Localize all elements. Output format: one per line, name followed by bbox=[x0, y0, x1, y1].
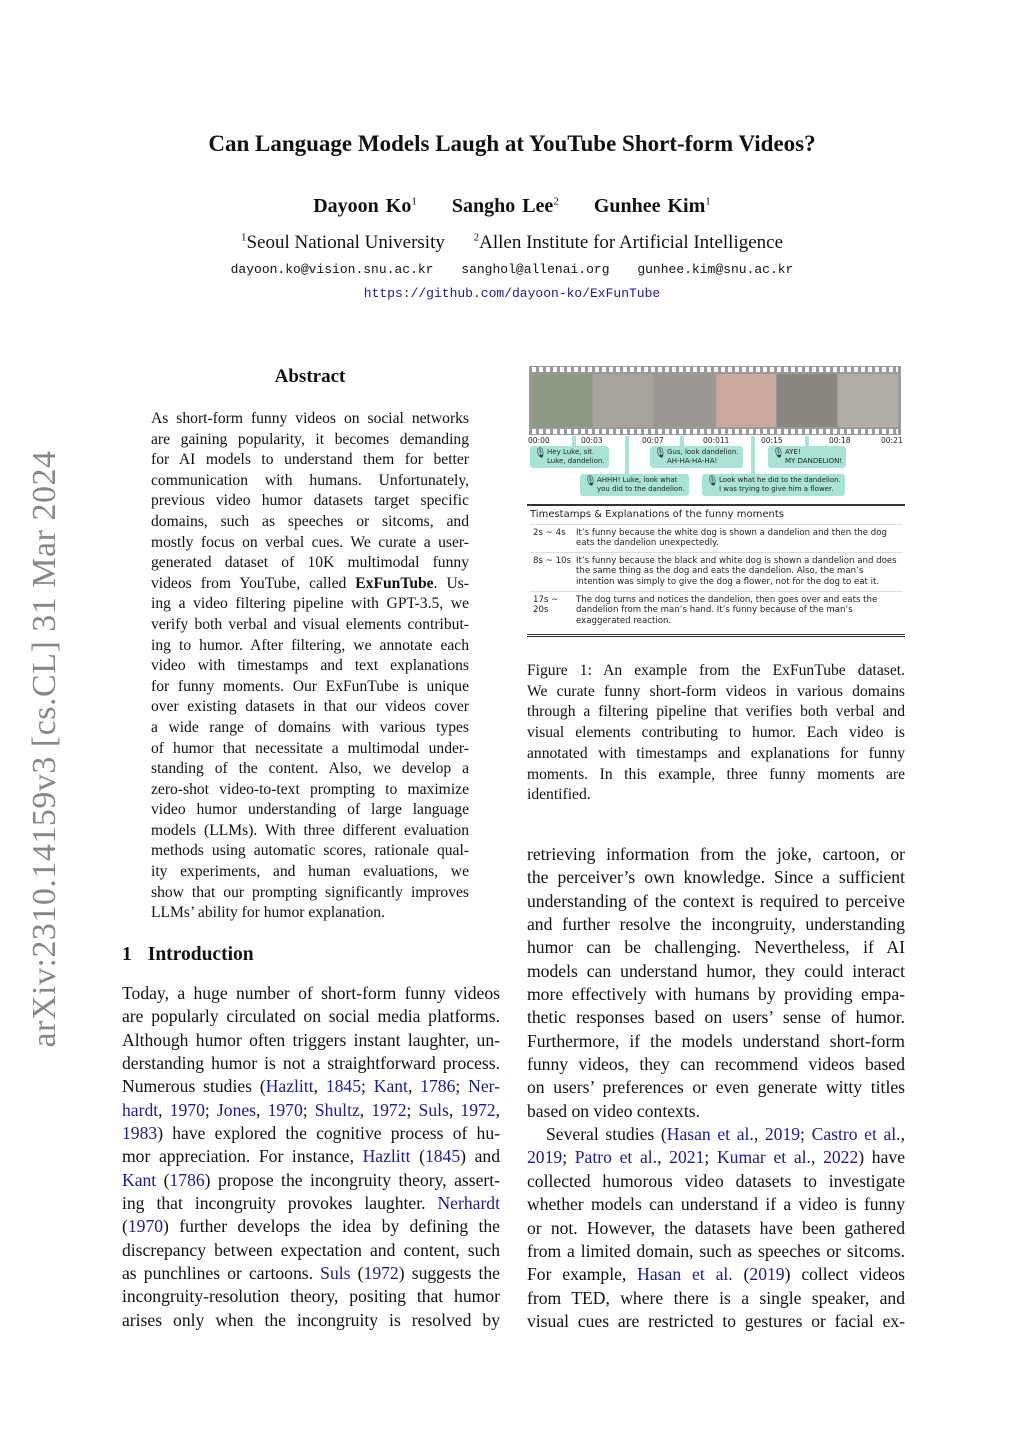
author: Sangho Lee$^2$ bbox=[451, 195, 559, 217]
timestamp-label: 00:00 bbox=[528, 436, 550, 445]
text-span: ; bbox=[406, 1099, 419, 1120]
citation-link[interactable]: 1972 bbox=[371, 1099, 407, 1120]
text-line: over existing datasets in that our videos cover bbox=[151, 698, 469, 716]
utterance-bubble: 🎙 Gus, look dandelion. AH-HA-HA-HA! bbox=[650, 446, 743, 468]
text-line: annotated with timestamps and explanations for funny bbox=[527, 744, 905, 762]
text-line: and further resolve the incongruity, understanding bbox=[527, 914, 905, 935]
text-line: for AI models to understand them for better bbox=[151, 451, 469, 469]
utterance-bubble: 🎙 Hey Luke, sit. Luke, dandelion. bbox=[530, 446, 609, 468]
text-span: ; bbox=[800, 1124, 812, 1145]
text-line: show that our prompting significantly improves bbox=[151, 883, 469, 901]
text-span: , bbox=[448, 1099, 461, 1120]
text-span: , bbox=[359, 1099, 372, 1120]
text-line: whether models can understand if a video is funny bbox=[527, 1194, 905, 1215]
citation-link[interactable]: 2019 bbox=[764, 1124, 801, 1145]
text-line: from a limited domain, such as speeches or sitcoms. bbox=[527, 1240, 905, 1261]
citation-link[interactable]: Hasan et al. bbox=[666, 1124, 754, 1145]
text-line bbox=[527, 1263, 905, 1286]
text-span: , bbox=[753, 1124, 765, 1145]
text-line: understanding of the context is required to perceive bbox=[527, 890, 905, 911]
text-span: ing that incongruity provokes laughter. bbox=[122, 1193, 438, 1214]
citation-link[interactable]: 1972 bbox=[363, 1263, 399, 1284]
text-line: domains, such as speeches or sitcoms, and bbox=[151, 512, 469, 530]
author: Dayoon Ko$^1$ bbox=[313, 195, 417, 217]
text-span: , bbox=[407, 1076, 421, 1097]
table-header: Timestamps & Explanations of the funny moments bbox=[530, 509, 784, 520]
text-span: , bbox=[495, 1099, 500, 1120]
affiliation: $^2$Allen Institute for Artificial Intelligence bbox=[473, 232, 784, 254]
email[interactable]: gunhee.kim@snu.ac.kr bbox=[637, 262, 794, 277]
citation-link[interactable]: Kant bbox=[122, 1169, 157, 1190]
text-span: ; bbox=[562, 1147, 575, 1168]
text-line: previous video humor datasets target specific bbox=[151, 492, 469, 510]
video-frame bbox=[716, 374, 776, 427]
text-line bbox=[122, 1122, 500, 1145]
timestamp-label: 00:15 bbox=[761, 436, 783, 445]
text-span: ) have bbox=[858, 1147, 906, 1168]
text-line: on users’ preferences or even generate witty titles bbox=[527, 1077, 905, 1098]
text-span: ) propose the incongruity theory, assert- bbox=[204, 1169, 501, 1190]
text-span: ) further develops the idea by defining the bbox=[163, 1216, 500, 1237]
text-line: are gaining popularity, it becomes demanding bbox=[151, 430, 469, 448]
text-line: are popularly circulated on social media platforms. bbox=[122, 1006, 500, 1027]
text-line: ing to humor. After filtering, we annotate each bbox=[151, 636, 469, 654]
text-line bbox=[527, 1123, 905, 1146]
timestamp-label: 00:21 bbox=[881, 436, 903, 445]
citation-link[interactable]: Patro et al. bbox=[574, 1147, 658, 1168]
section-heading: 1 Introduction bbox=[122, 944, 254, 965]
text-line: Figure 1: An example from the ExFunTube dataset. bbox=[527, 662, 905, 679]
text-line: or not. However, the datasets have been gathered bbox=[527, 1217, 905, 1238]
text-span: ) and bbox=[460, 1146, 500, 1167]
text-span: , bbox=[256, 1099, 268, 1120]
citation-link[interactable]: 1970 bbox=[127, 1216, 164, 1237]
text-line bbox=[151, 574, 469, 595]
text-line: Although humor often triggers instant laughter, un- bbox=[122, 1029, 500, 1050]
emails bbox=[0, 262, 1024, 277]
timestamp-label: 00:03 bbox=[581, 436, 603, 445]
explanation-table bbox=[527, 504, 905, 637]
video-frame bbox=[654, 374, 714, 427]
text-span: ; bbox=[704, 1147, 717, 1168]
text-line bbox=[122, 1192, 500, 1215]
text-line: visual elements contributing to humor. Each video is bbox=[527, 724, 905, 742]
paper-title: Can Language Models Laugh at YouTube Short-form Videos? bbox=[208, 131, 816, 156]
citation-link[interactable]: 1786 bbox=[169, 1169, 205, 1190]
citation-link[interactable]: Suls bbox=[320, 1263, 351, 1284]
citation-link[interactable]: 1845 bbox=[325, 1076, 362, 1097]
text-line: Furthermore, if the models understand short-form bbox=[527, 1030, 905, 1051]
text-span: mor appreciation. For instance, bbox=[122, 1146, 363, 1167]
text-line: standing of the content. Also, we develop a bbox=[151, 760, 469, 778]
text-line: We curate funny short-form videos in various domains bbox=[527, 682, 905, 700]
text-line: arises only when the incongruity is resolved by bbox=[122, 1309, 500, 1330]
text-line: ing a video filtering pipeline with GPT-3.5, we bbox=[151, 595, 469, 613]
timestamp-label: 00:07 bbox=[642, 436, 664, 445]
citation-link[interactable]: Nerhardt bbox=[437, 1193, 500, 1214]
text-span: . Us- bbox=[433, 574, 469, 592]
text-line: based on video contexts. bbox=[527, 1100, 700, 1121]
timestamp-label: 00:011 bbox=[703, 436, 730, 445]
text-line: of humor that necessitate a multimodal under- bbox=[151, 739, 469, 757]
text-line: moments. In this example, three funny moments are bbox=[527, 765, 905, 783]
citation-link[interactable]: 1983 bbox=[122, 1123, 158, 1144]
table-row: 8s ~ 10s It’s funny because the black and white dog is shown a dandelion and does the same thing as the dog and eats the dandelion. Also, the man’s intention was simply to give the dog a flower, not for the dog to eat it. bbox=[530, 552, 902, 591]
text-line: for funny moments. Our ExFunTube is unique bbox=[151, 677, 469, 695]
text-span: ) collect videos bbox=[784, 1264, 906, 1285]
citation-link[interactable]: Shultz bbox=[314, 1099, 360, 1120]
text-span: videos from YouTube, called bbox=[151, 574, 356, 592]
email[interactable]: dayoon.ko@vision.snu.ac.kr bbox=[230, 262, 434, 277]
text-line bbox=[122, 1099, 500, 1122]
table-row: 17s ~ 20s The dog turns and notices the dandelion, then goes over and eats the dandelion from the man’s hand. It’s funny because of the man’s exaggerated reaction. bbox=[530, 591, 902, 630]
text-span: , bbox=[313, 1076, 326, 1097]
affiliation: $^1$Seoul National University bbox=[240, 232, 445, 254]
text-line: models can understand humor, they could interact bbox=[527, 960, 905, 981]
citation-link[interactable]: 2022 bbox=[823, 1147, 859, 1168]
text-span: ; bbox=[302, 1099, 315, 1120]
citation-link[interactable]: Jones bbox=[216, 1099, 257, 1120]
text-span: ; bbox=[204, 1099, 217, 1120]
text-span: ( bbox=[350, 1263, 364, 1284]
text-line: collected humorous video datasets to investigate bbox=[527, 1170, 905, 1191]
text-line: humor can be challenging. Nevertheless, if AI bbox=[527, 937, 905, 958]
video-frame bbox=[777, 374, 837, 427]
abstract-heading: Abstract bbox=[274, 366, 346, 387]
text-line: Today, a huge number of short-form funny videos bbox=[122, 983, 500, 1003]
text-span: ( bbox=[122, 1216, 128, 1237]
utterance-bubble: 🎙 AYE! MY DANDELION! bbox=[768, 446, 846, 468]
text-line bbox=[122, 1145, 500, 1168]
citation-link[interactable]: 1970 bbox=[267, 1099, 303, 1120]
text-span: , bbox=[810, 1147, 824, 1168]
citation-link[interactable]: 2019 bbox=[527, 1147, 563, 1168]
citation-link[interactable]: 1845 bbox=[424, 1146, 461, 1167]
text-span: ) have explored the cognitive process of hu- bbox=[157, 1123, 500, 1144]
text-span: ; bbox=[361, 1076, 374, 1097]
bold-term: ExFunTube bbox=[355, 574, 434, 592]
author: Gunhee Kim$^1$ bbox=[593, 195, 711, 217]
text-line: visual cues are restricted to gestures or facial ex- bbox=[527, 1310, 905, 1331]
citation-link[interactable]: Ner- bbox=[468, 1076, 500, 1097]
text-line: generated dataset of 10K multimodal funny bbox=[151, 554, 469, 572]
microphone-icon: 🎙 bbox=[534, 448, 547, 459]
text-line: incongruity-resolution theory, positing that humor bbox=[122, 1286, 500, 1307]
film-strip bbox=[529, 366, 901, 435]
text-line: ity experiments, and human evaluations, we bbox=[151, 863, 469, 881]
video-frame bbox=[838, 374, 898, 427]
figure-1 bbox=[527, 364, 905, 647]
figure-caption bbox=[527, 661, 905, 806]
text-span: Several studies ( bbox=[546, 1124, 667, 1145]
text-line: verify both verbal and visual elements contribut- bbox=[151, 615, 469, 633]
video-frame bbox=[532, 374, 592, 427]
text-span: , bbox=[900, 1124, 905, 1145]
table-row: 2s ~ 4s It’s funny because the white dog is shown a dandelion and then the dog eats the dandelion unexpectedly. bbox=[530, 524, 902, 552]
text-line: the perceiver’s own knowledge. Since a sufficient bbox=[527, 867, 905, 888]
utterance-bubble: 🎙 AHHH! Luke, look what you did to the dandelion. bbox=[580, 474, 689, 496]
text-span: ) suggests the bbox=[398, 1263, 500, 1284]
text-span: Numerous studies ( bbox=[122, 1076, 266, 1097]
citation-link[interactable]: 1786 bbox=[420, 1076, 456, 1097]
citation-link[interactable]: 2021 bbox=[669, 1147, 705, 1168]
microphone-icon: 🎙 bbox=[654, 448, 667, 459]
github-link[interactable]: https://github.com/dayoon-ko/ExFunTube bbox=[363, 286, 661, 301]
citation-link[interactable]: Hasan et al. bbox=[637, 1264, 733, 1285]
text-line bbox=[122, 1262, 500, 1285]
text-span: For example, bbox=[527, 1264, 638, 1285]
citation-link[interactable]: 1972 bbox=[460, 1099, 496, 1120]
affiliations bbox=[0, 232, 1024, 254]
text-line: mostly focus on verbal cues. We curate a user- bbox=[151, 533, 469, 551]
abstract-body bbox=[151, 409, 469, 924]
text-line: zero-shot video-to-text prompting to maximize bbox=[151, 780, 469, 798]
text-span: ; bbox=[455, 1076, 469, 1097]
text-line: As short-form funny videos on social networks bbox=[151, 410, 469, 427]
text-span: ( bbox=[410, 1146, 425, 1167]
text-line: through a filtering pipeline that verifies both verbal and bbox=[527, 703, 905, 721]
text-line: discrepancy between expectation and content, such bbox=[122, 1239, 500, 1260]
intro-left-column bbox=[122, 982, 500, 1332]
citation-link[interactable]: Castro et al. bbox=[811, 1124, 901, 1145]
arxiv-identifier: arXiv:2310.14159v3 [cs.CL] 31 Mar 2024 bbox=[26, 450, 63, 1048]
text-line bbox=[122, 1215, 500, 1238]
text-line: from TED, where there is a single speaker, and bbox=[527, 1287, 905, 1308]
text-line: funny videos, they can recommend videos based bbox=[527, 1054, 905, 1075]
text-span: ( bbox=[156, 1169, 170, 1190]
video-frame bbox=[593, 374, 653, 427]
citation-link[interactable]: hardt bbox=[122, 1099, 159, 1120]
text-line bbox=[527, 1146, 905, 1169]
text-line: models (LLMs). With three different evaluation bbox=[151, 821, 469, 839]
text-span: ( bbox=[732, 1264, 750, 1285]
citation-link[interactable]: Hazlitt bbox=[362, 1146, 411, 1167]
citation-link[interactable]: Hazlitt bbox=[265, 1076, 314, 1097]
intro-right-column bbox=[527, 843, 905, 1333]
text-line: video with timestamps and text explanations bbox=[151, 657, 469, 675]
email[interactable]: sanghol@allenai.org bbox=[461, 262, 610, 277]
text-span: , bbox=[158, 1099, 170, 1120]
citation-link[interactable]: Kumar et al. bbox=[716, 1147, 811, 1168]
citation-link[interactable]: Kant bbox=[373, 1076, 408, 1097]
text-line: video humor understanding of large language bbox=[151, 801, 469, 819]
microphone-icon: 🎙 bbox=[706, 476, 719, 487]
text-line: derstanding humor is not a straightforward process. bbox=[122, 1053, 500, 1074]
text-line: communication with humans. Unfortunately, bbox=[151, 471, 469, 489]
text-span: as punchlines or cartoons. bbox=[122, 1263, 321, 1284]
text-line: LLMs’ ability for humor explanation. bbox=[151, 904, 385, 922]
text-line: more effectively with humans by providing empa- bbox=[527, 984, 905, 1005]
citation-link[interactable]: 2019 bbox=[749, 1264, 785, 1285]
text-line: identified. bbox=[527, 786, 591, 804]
author-list bbox=[0, 195, 1024, 218]
citation-link[interactable]: 1970 bbox=[169, 1099, 205, 1120]
utterance-bubble: 🎙 Look what he did to the dandelion. I was trying to give him a flower. bbox=[702, 474, 845, 496]
timestamp-label: 00:18 bbox=[829, 436, 851, 445]
citation-link[interactable]: Suls bbox=[418, 1099, 449, 1120]
text-line: a wide range of domains with various types bbox=[151, 718, 469, 736]
microphone-icon: 🎙 bbox=[772, 448, 785, 459]
text-line: retrieving information from the joke, cartoon, or bbox=[527, 844, 905, 864]
microphone-icon: 🎙 bbox=[584, 476, 597, 487]
text-line: methods using automatic scores, rationale qual- bbox=[151, 842, 469, 860]
text-line bbox=[122, 1075, 500, 1098]
text-line: thetic responses based on users’ sense of humor. bbox=[527, 1007, 905, 1028]
text-span: , bbox=[657, 1147, 670, 1168]
text-line bbox=[122, 1169, 500, 1192]
